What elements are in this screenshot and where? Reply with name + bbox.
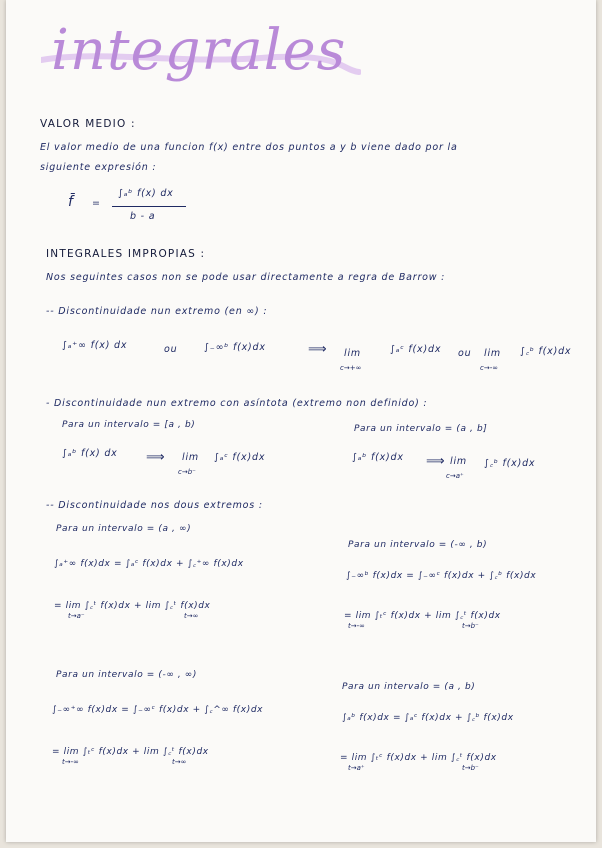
case2-heading: - Discontinuidade nun extremo con asíntota (extremo non definido) : (46, 398, 428, 409)
formula-eq: = (92, 198, 101, 209)
fraction-bar (112, 206, 186, 207)
case3-q3-line1: ∫₋∞⁺∞ f(x)dx = ∫₋∞ᶜ f(x)dx + ∫꜀^∞ f(x)dx (52, 705, 264, 715)
case2-left-label: Para un intervalo = [a , b) (62, 420, 196, 430)
case3-q1-line2: = lim ∫꜀ᵗ f(x)dx + lim ∫꜀ᵗ f(x)dx (54, 601, 211, 611)
case3-q4-sub2: t→b⁻ (462, 764, 479, 772)
case2-right-rhs: ∫꜀ᵇ f(x)dx (484, 458, 536, 469)
valor-medio-heading: VALOR MEDIO : (40, 118, 136, 130)
case2-left-lim-sub: c→b⁻ (178, 468, 196, 476)
formula-lhs: f̄ (68, 194, 73, 210)
case3-heading: -- Discontinuidade nos dous extremos : (46, 500, 263, 511)
case2-right-expr: ∫ₐᵇ f(x)dx (352, 452, 404, 463)
case3-q1-label: Para un intervalo = (a , ∞) (56, 524, 192, 534)
case1-expr1: ∫ₐ⁺∞ f(x) dx (62, 340, 128, 351)
case1-expr3: ∫ₐᶜ f(x)dx (390, 344, 442, 355)
case1-heading: -- Discontinuidade nun extremo (en ∞) : (46, 306, 268, 317)
case1-or2: ou (458, 348, 472, 359)
valor-medio-text-line1: El valor medio de una funcion f(x) entre dos puntos a y b viene dado por la (40, 142, 458, 153)
case1-expr4: ∫꜀ᵇ f(x)dx (520, 346, 572, 357)
formula-denominator: b - a (130, 211, 156, 222)
page-title-block (41, 12, 361, 92)
impropias-intro: Nos seguintes casos non se pode usar directamente a regra de Barrow : (46, 272, 446, 283)
case2-right-arrow: ⟹ (426, 454, 445, 469)
case3-q3-label: Para un intervalo = (-∞ , ∞) (56, 670, 198, 680)
case1-lim1-sub: c→+∞ (340, 364, 362, 372)
valor-medio-text-line2: siguiente expresión : (40, 162, 157, 173)
notebook-page (6, 0, 596, 842)
case3-q4-line2: = lim ∫ₜᶜ f(x)dx + lim ∫꜀ᵗ f(x)dx (340, 753, 497, 763)
case3-q4-label: Para un intervalo = (a , b) (342, 682, 476, 692)
case2-left-arrow: ⟹ (146, 450, 165, 465)
case3-q4-sub1: t→a⁺ (348, 764, 365, 772)
case3-q3-sub2: t→∞ (172, 758, 187, 766)
case3-q4-line1: ∫ₐᵇ f(x)dx = ∫ₐᶜ f(x)dx + ∫꜀ᵇ f(x)dx (342, 713, 514, 723)
formula-numerator: ∫ₐᵇ f(x) dx (118, 188, 174, 199)
case1-expr2: ∫₋∞ᵇ f(x)dx (204, 342, 266, 353)
case1-lim2-sub: c→-∞ (480, 364, 499, 372)
case3-q2-sub1: t→-∞ (348, 622, 365, 630)
page-title: integrales (51, 18, 347, 83)
case2-right-label: Para un intervalo = (a , b] (354, 424, 488, 434)
case3-q2-label: Para un intervalo = (-∞ , b) (348, 540, 488, 550)
case2-left-rhs: ∫ₐᶜ f(x)dx (214, 452, 266, 463)
case3-q2-line1: ∫₋∞ᵇ f(x)dx = ∫₋∞ᶜ f(x)dx + ∫꜀ᵇ f(x)dx (346, 571, 537, 581)
case3-q1-sub2: t→∞ (184, 612, 199, 620)
case3-q3-line2: = lim ∫ₜᶜ f(x)dx + lim ∫꜀ᵗ f(x)dx (52, 747, 209, 757)
case3-q1-sub1: t→a⁻ (68, 612, 85, 620)
impropias-heading: INTEGRALES IMPROPIAS : (46, 248, 206, 260)
case3-q2-sub2: t→b⁻ (462, 622, 479, 630)
case1-lim2: lim (484, 348, 501, 359)
case1-or1: ou (164, 344, 178, 355)
case2-right-lim: lim (450, 456, 467, 467)
case3-q3-sub1: t→-∞ (62, 758, 79, 766)
case3-q1-line1: ∫ₐ⁺∞ f(x)dx = ∫ₐᶜ f(x)dx + ∫꜀⁺∞ f(x)dx (54, 559, 244, 569)
case2-right-lim-sub: c→a⁺ (446, 472, 464, 480)
case1-lim1: lim (344, 348, 361, 359)
case3-q2-line2: = lim ∫ₜᶜ f(x)dx + lim ∫꜀ᵗ f(x)dx (344, 611, 501, 621)
case2-left-lim: lim (182, 452, 199, 463)
case1-arrow: ⟹ (308, 342, 327, 357)
case2-left-expr: ∫ₐᵇ f(x) dx (62, 448, 118, 459)
